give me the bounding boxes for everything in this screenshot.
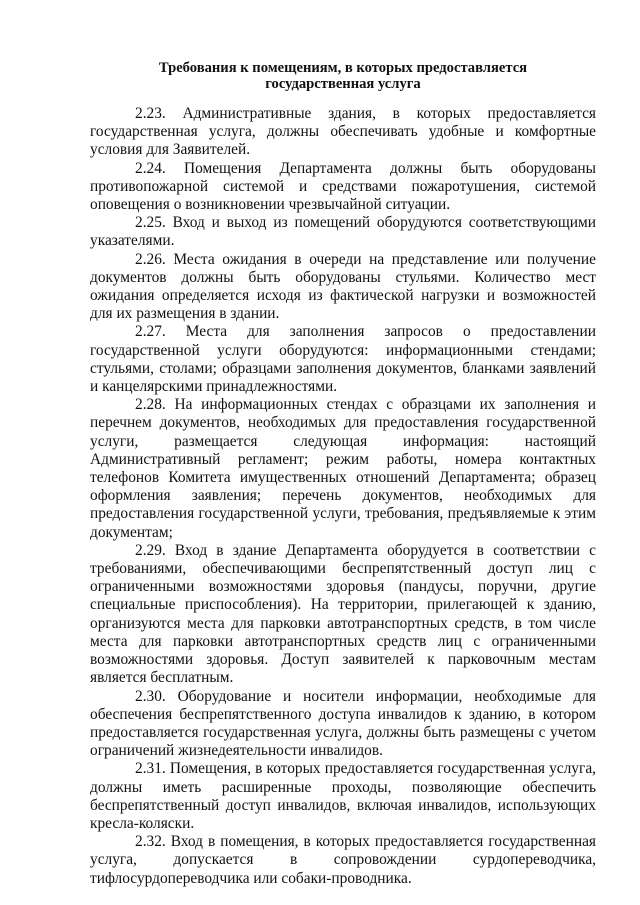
paragraph-2-29: 2.29. Вход в здание Департамента оборудуется в соответствии с требованиями, обеспечивающими беспрепятственный доступ лиц с ограниченными возможностями здоровья (пандусы, поручни, другие специальные приспособления). На территории, прилегающей к зданию, организуются места для парковки автотранспортных средств, в том числе места для парковки автотранспортных средств лиц с ограниченными возможностями здоровья. Доступ заявителей к парковочным местам является бесплатным. [90, 541, 596, 687]
section-title-line: государственная услуга [265, 76, 421, 92]
document-body [90, 105, 596, 888]
paragraph-2-28: 2.28. На информационных стендах с образцами их заполнения и перечнем документов, необходимых для предоставления государственной услуги, размещается следующая информация: настоящий Административный регламент; режим работы, номера контактных телефонов Комитета имущественных отношений Департамента; образец оформления заявления; перечень документов, необходимых для предоставления государственной услуги, требования, предъявляемые к этим документам; [90, 396, 596, 541]
paragraph-2-26: 2.26. Места ожидания в очереди на представление или получение документов должны быть оборудованы стульями. Количество мест ожидания определяется исходя из фактической нагрузки и возможностей для их размещения в здании. [90, 250, 596, 323]
paragraph-2-32: 2.32. Вход в помещения, в которых предоставляется государственная услуга, допускается в сопровождении сурдопереводчика, тифлосурдопереводчика или собаки-проводника. [90, 833, 596, 887]
paragraph-2-24: 2.24. Помещения Департамента должны быть оборудованы противопожарной системой и средствами пожаротушения, системой оповещения о возникновении чрезвычайной ситуации. [90, 159, 596, 214]
paragraph-2-23: 2.23. Административные здания, в которых предоставляется государственная услуга, должны обеспечивать удобные и комфортные условия для Заявителей. [90, 105, 596, 159]
paragraph-2-31: 2.31. Помещения, в которых предоставляется государственная услуга, должны иметь расширенные проходы, позволяющие обеспечить беспрепятственный доступ инвалидов, включая инвалидов, использующих кресла-коляски. [90, 760, 596, 832]
paragraph-2-30: 2.30. Оборудование и носители информации, необходимые для обеспечения беспрепятственного доступа инвалидов к зданию, в котором предоставляется государственная услуга, должны быть размещены с учетом ограничений жизнедеятельности инвалидов. [90, 687, 596, 760]
section-title-line: Требования к помещениям, в которых предоставляется [158, 60, 528, 76]
paragraph-2-25: 2.25. Вход и выход из помещений оборудуются соответствующими указателями. [90, 214, 596, 250]
section-title [90, 60, 596, 92]
paragraph-2-27: 2.27. Места для заполнения запросов о предоставлении государственной услуги оборудуются: информационными стендами; стульями, столами; образцами заполнения документов, бланками заявлений и канцелярскими принадлежностями. [90, 323, 596, 396]
